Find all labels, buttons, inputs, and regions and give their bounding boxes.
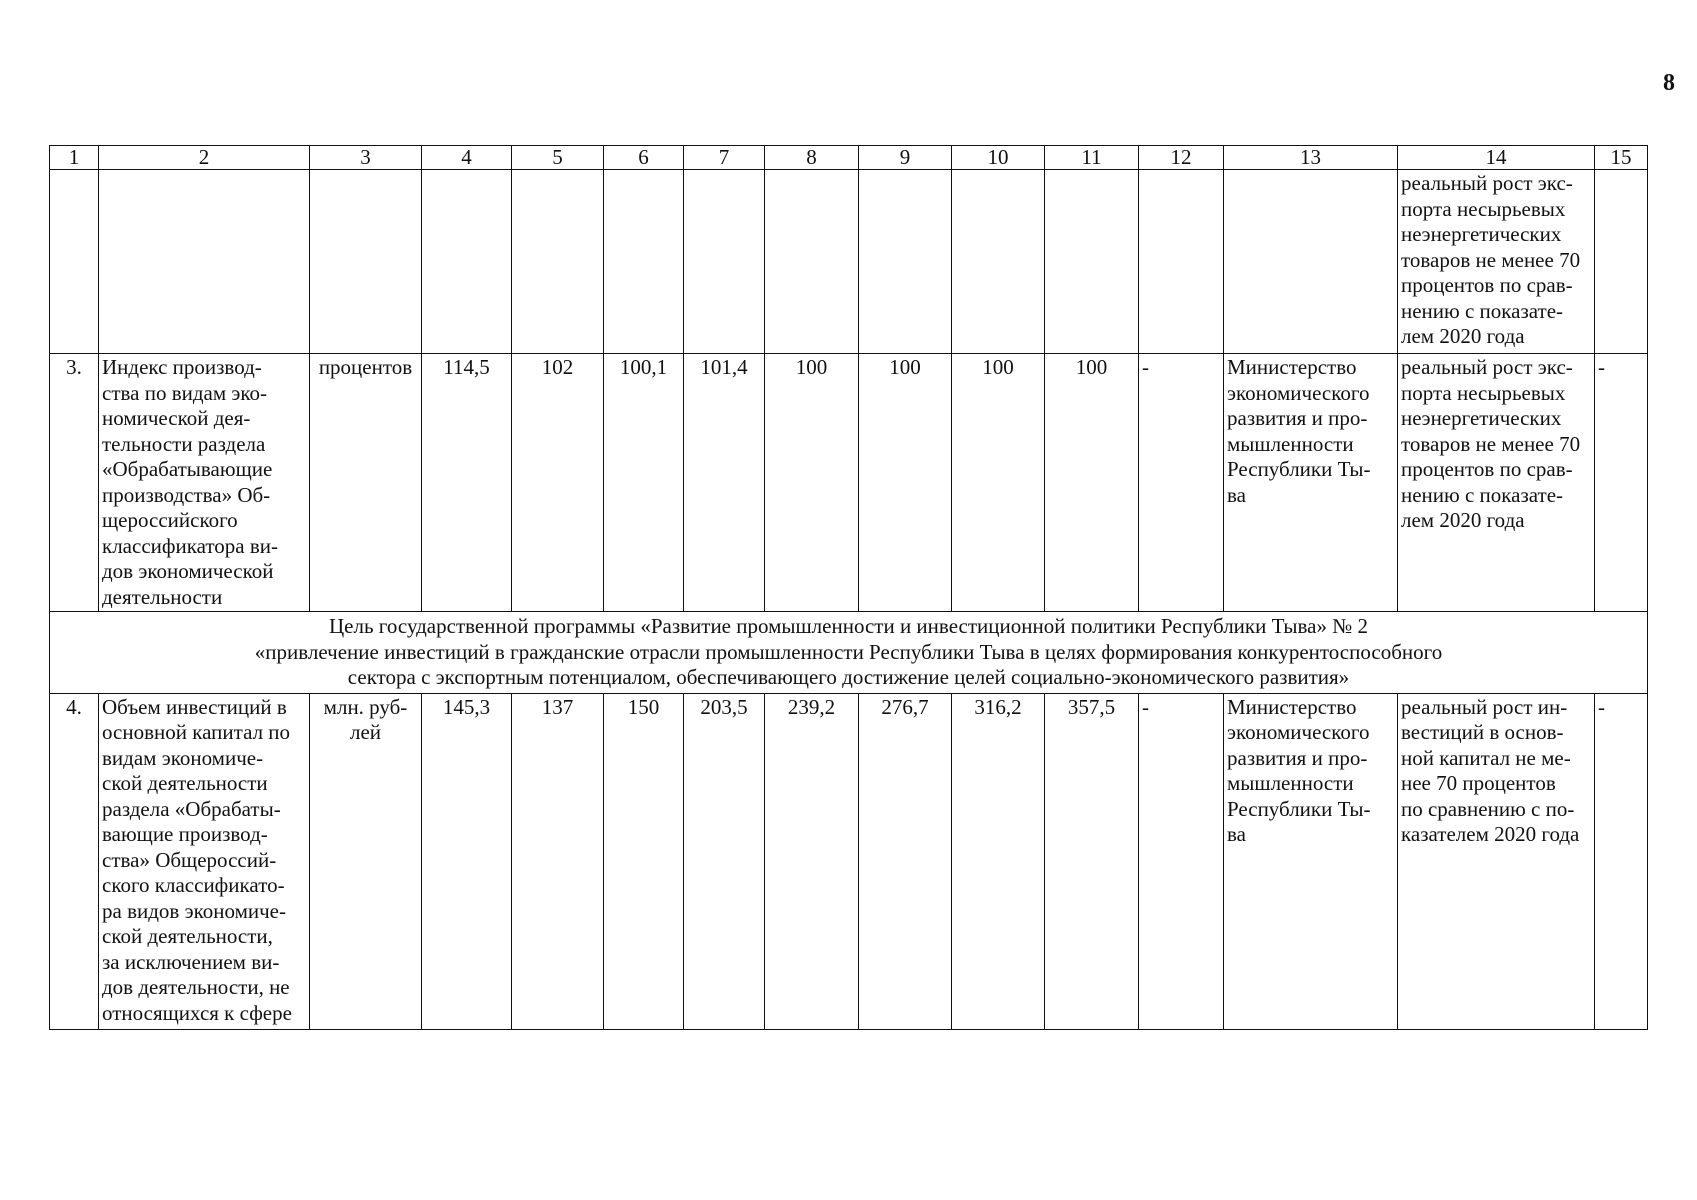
value-cell: 357,5 (1045, 693, 1139, 1029)
empty-cell (1139, 170, 1224, 354)
indicator-name: Индекс производ- ства по видам эко- номической дея- тельности раздела «Обрабатывающие производства» Об- щероссийского классификатора ви- дов экономической деятельности (99, 354, 310, 612)
table-row-3 (50, 354, 1648, 612)
empty-cell (952, 170, 1045, 354)
value-cell: 239,2 (765, 693, 859, 1029)
dash-cell: - (1595, 354, 1648, 612)
row-number: 3. (50, 354, 99, 612)
value-cell: 114,5 (422, 354, 512, 612)
value-cell: 137 (512, 693, 604, 1029)
empty-cell (1045, 170, 1139, 354)
value-cell: 101,4 (684, 354, 765, 612)
header-cell: 15 (1595, 146, 1648, 170)
value-cell: 276,7 (859, 693, 952, 1029)
result-cell: реальный рост ин- вестиций в основ- ной капитал не ме- нее 70 процентов по сравнению с по- казателем 2020 года (1398, 693, 1595, 1029)
page-number: 8 (1663, 70, 1675, 96)
header-cell: 7 (684, 146, 765, 170)
value-cell: 203,5 (684, 693, 765, 1029)
result-cell: реальный рост экс- порта несырьевых неэнергетических товаров не менее 70 процентов по срав- нению с показате- лем 2020 года (1398, 354, 1595, 612)
unit-cell: процентов (310, 354, 422, 612)
header-cell: 1 (50, 146, 99, 170)
header-cell: 4 (422, 146, 512, 170)
header-cell: 13 (1224, 146, 1398, 170)
value-cell: 100 (859, 354, 952, 612)
dash-cell: - (1595, 693, 1648, 1029)
header-cell: 12 (1139, 146, 1224, 170)
header-cell: 3 (310, 146, 422, 170)
header-row (50, 146, 1648, 170)
empty-cell (604, 170, 684, 354)
value-cell: 100,1 (604, 354, 684, 612)
empty-cell (310, 170, 422, 354)
empty-cell (684, 170, 765, 354)
empty-cell (1224, 170, 1398, 354)
goal-row (50, 612, 1648, 694)
value-cell: 150 (604, 693, 684, 1029)
value-cell: 100 (765, 354, 859, 612)
header-cell: 8 (765, 146, 859, 170)
header-cell: 11 (1045, 146, 1139, 170)
empty-cell (512, 170, 604, 354)
goal-heading: Цель государственной программы «Развитие промышленности и инвестиционной политики Республики Тыва» № 2 «привлечение инвестиций в гражданские отрасли промышленности Республики Тыва в целях формирования конкурентоспособного сектора с экспортным потенциалом, обеспечивающего достижение целей социально-экономического развития» (50, 612, 1648, 694)
value-cell: 100 (1045, 354, 1139, 612)
table-row-4 (50, 693, 1648, 1029)
value-cell: 145,3 (422, 693, 512, 1029)
header-cell: 2 (99, 146, 310, 170)
header-cell: 5 (512, 146, 604, 170)
header-cell: 10 (952, 146, 1045, 170)
unit-cell: млн. руб- лей (310, 693, 422, 1029)
dash-cell: - (1139, 693, 1224, 1029)
empty-cell (1595, 170, 1648, 354)
indicators-table (49, 145, 1648, 1030)
header-cell: 6 (604, 146, 684, 170)
value-cell: 100 (952, 354, 1045, 612)
result-cell: реальный рост экс- порта несырьевых неэнергетических товаров не менее 70 процентов по срав- нению с показате- лем 2020 года (1398, 170, 1595, 354)
dash-cell: - (1139, 354, 1224, 612)
empty-cell (765, 170, 859, 354)
empty-cell (50, 170, 99, 354)
header-cell: 14 (1398, 146, 1595, 170)
empty-cell (422, 170, 512, 354)
header-cell: 9 (859, 146, 952, 170)
indicator-name: Объем инвестиций в основной капитал по видам экономиче- ской деятельности раздела «Обрабаты- вающие производ- ства» Общероссий- ского классификато- ра видов экономиче- ской деятельности, за исключением ви- дов деятельности, не относящихся к сфере (99, 693, 310, 1029)
responsible-cell: Министерство экономического развития и про- мышленности Республики Ты- ва (1224, 354, 1398, 612)
value-cell: 102 (512, 354, 604, 612)
table-row-continued (50, 170, 1648, 354)
responsible-cell: Министерство экономического развития и про- мышленности Республики Ты- ва (1224, 693, 1398, 1029)
value-cell: 316,2 (952, 693, 1045, 1029)
empty-cell (99, 170, 310, 354)
row-number: 4. (50, 693, 99, 1029)
empty-cell (859, 170, 952, 354)
